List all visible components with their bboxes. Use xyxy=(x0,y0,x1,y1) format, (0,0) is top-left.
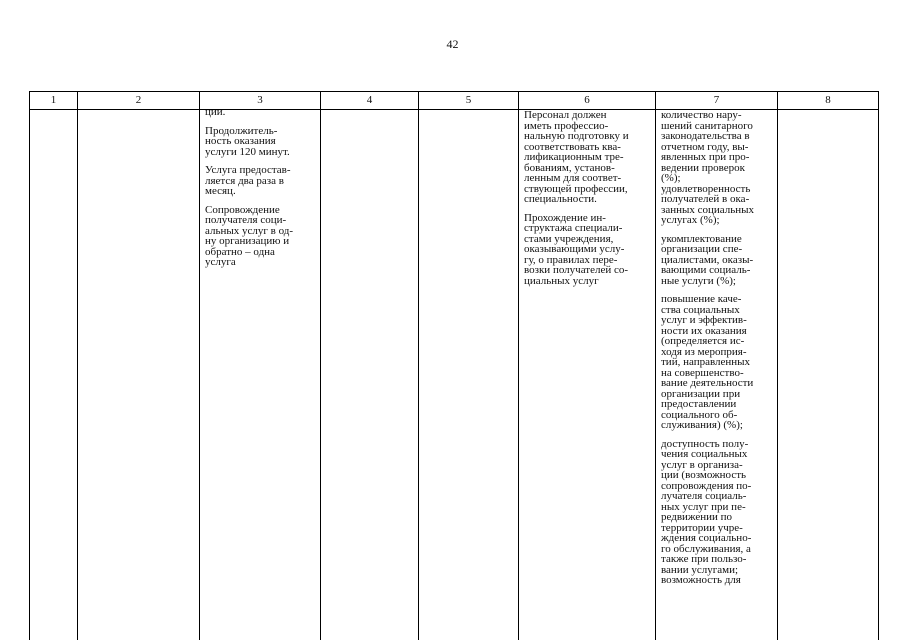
col3-paragraph: Сопровождение получателя соци- альных услуг в од- ну организацию и обратно – одна услуга xyxy=(205,203,294,268)
table-row xyxy=(30,110,879,640)
column-header-5: 5 xyxy=(419,92,519,110)
col6-paragraph: Персонал должен иметь профессио- нальную подготовку и соответствовать ква- лификационным тре- бованиям, установ- ленным для соответ- ствующей профессии, специальности. xyxy=(524,109,629,205)
col7-paragraph: доступность полу- чения социальных услуг в организа- ции (возможность сопровождения по- лучателя социаль- ных услуг при пе- редвижении по территории учре- ждения социально- го обслуживания, а также при пользо- вании услугами; возможность для xyxy=(661,437,752,586)
col7-paragraph: укомплектование организации спе- циалистами, оказы- вающими социаль- ные услуги (%); xyxy=(661,232,754,287)
cell-col-7 xyxy=(656,110,778,640)
col3-paragraph: Продолжитель- ность оказания услуги 120 минут. xyxy=(205,124,290,158)
column-header-1: 1 xyxy=(30,92,78,110)
cell-col-1 xyxy=(30,110,78,640)
cell-col-3 xyxy=(200,106,321,640)
column-header-7: 7 xyxy=(656,92,778,110)
column-header-8: 8 xyxy=(778,92,879,110)
col3-paragraph: ции. xyxy=(205,106,226,118)
cell-col-2 xyxy=(78,110,200,640)
cell-col-4 xyxy=(321,110,419,640)
cell-col-8 xyxy=(778,110,879,640)
cell-col-5 xyxy=(419,110,519,640)
cell-col-6 xyxy=(519,110,656,640)
column-header-3: 3 xyxy=(200,92,321,110)
col7-paragraph: повышение каче- ства социальных услуг и эффектив- ности их оказания (определяется ис- ходя из мероприя- тий, направленных на совершенство- вание деятельности организации при предоставлении социального об- служивания) (%); xyxy=(661,293,754,431)
column-header-2: 2 xyxy=(78,92,200,110)
services-table xyxy=(29,91,879,640)
column-header-6: 6 xyxy=(519,92,656,110)
column-header-4: 4 xyxy=(321,92,419,110)
table-header-row xyxy=(30,92,879,110)
col6-paragraph: Прохождение ин- структажа специали- стами учреждения, оказывающими услу- гу, о правилах пере- возки получателей со- циальных услуг xyxy=(524,211,629,287)
col3-paragraph: Услуга предостав- ляется два раза в месяц. xyxy=(205,164,291,197)
page-number: 42 xyxy=(446,37,459,51)
col7-paragraph: количество нару- шений санитарного законодательства в отчетном году, вы- явленных при про- ведении проверок (%); удовлетворенность получателей в ока- занных социальных услугах (%); xyxy=(661,109,755,226)
